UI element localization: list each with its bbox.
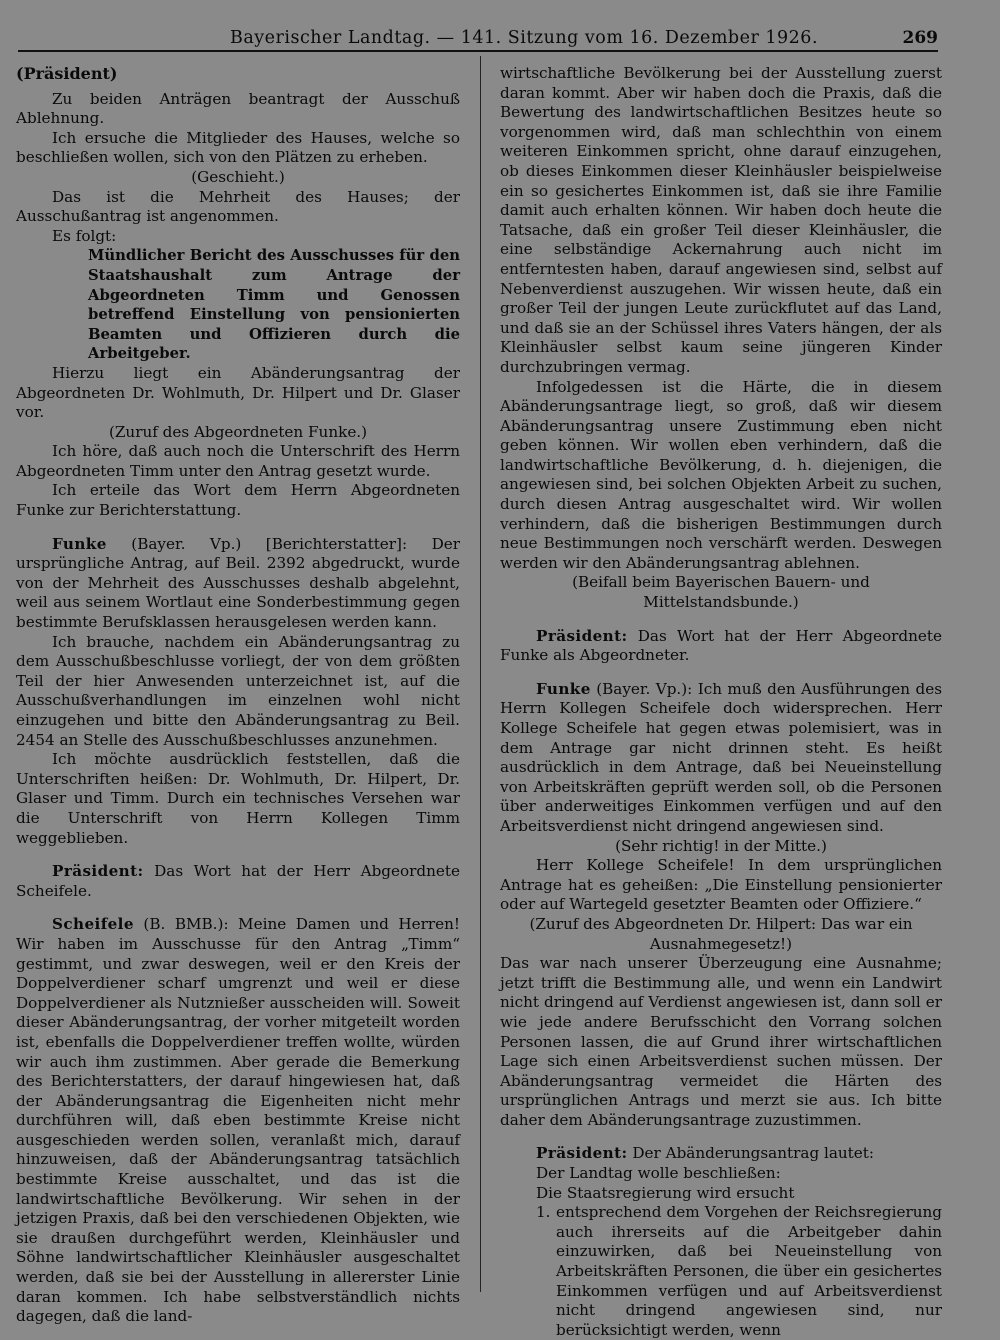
speech-paragraph: [16, 915, 460, 1326]
running-title: Bayerischer Landtag. — 141. Sitzung vom 16. Dezember 1926.: [230, 28, 819, 48]
paragraph: Der Landtag wolle beschließen:: [536, 1164, 781, 1183]
paragraph: Es folgt:: [52, 226, 117, 245]
stage-direction: (Zuruf des Abgeordneten Dr. Hilpert: Das war ein Ausnahmegesetz!): [529, 914, 913, 953]
speech-paragraph: [500, 680, 942, 837]
speech-paragraph: [16, 535, 460, 633]
paragraph: Ich ersuche die Mitglieder des Hauses, welche so beschließen wollen, sich von den Plätzen zu erheben.: [16, 128, 460, 167]
stage-direction: (Geschieht.): [191, 167, 285, 186]
agenda-item: Mündlicher Bericht des Ausschusses für den Staatshaushalt zum Antrage der Abgeordneten Timm und Genossen betreffend Einstellung von pensionierten Beamten und Offizieren durch die Arbeitgeber.: [88, 247, 460, 363]
stage-direction: (Sehr richtig! in der Mitte.): [615, 836, 827, 855]
column-divider: [480, 56, 481, 1292]
speaker-name: Präsident:: [52, 862, 144, 881]
stage-direction: (Beifall beim Bayerischen Bauern- und Mittelstandsbunde.): [572, 573, 870, 612]
paragraph: Ich möchte ausdrücklich feststellen, daß die Unterschriften heißen: Dr. Wohlmuth, Dr. Hilpert, Dr. Glaser und Timm. Durch ein technisches Versehen war die Unterschrift von Herrn Kollegen Timm weggeblieben.: [16, 750, 460, 847]
paragraph: Ich erteile das Wort dem Herrn Abgeordneten Funke zur Berichterstattung.: [16, 481, 460, 520]
paragraph: Die Staatsregierung wird ersucht: [536, 1183, 795, 1202]
paragraph: Ich höre, daß auch noch die Unterschrift des Herrn Abgeordneten Timm unter den Antrag gesetzt wurde.: [16, 442, 460, 480]
paragraph: Zu beiden Anträgen beantragt der Ausschuß Ablehnung.: [16, 89, 460, 128]
right-column: [500, 64, 942, 1340]
speech-text: Das Wort hat der Herr Abgeordnete Funke als Abgeordneter.: [500, 626, 942, 665]
paragraph: wirtschaftliche Bevölkerung bei der Ausstellung zuerst daran kommt. Aber wir haben doch die Praxis, daß die Bewertung des landwirtschaftlichen Besitzes heute so vorgenommen wird, daß man schlechthin von einem weiteren Einkommen spricht, ohne darauf einzugehen, ob dieses Einkommen dieser Kleinhäusler beispielweise ein so gesichertes Einkommen ist, daß sie ihre Familie damit auch erhalten können. Wir haben doch heute die Tatsache, daß ein großer Teil dieser Kleinhäusler, die eine selbständige Ackernahrung auch nicht im entferntesten haben, darauf angewiesen sind, selbst auf Nebenverdienst auszugehen. Wir wissen heute, daß ein großer Teil der jungen Leute zurückflutet auf das Land, und daß sie an der Schüssel ihres Vaters hängen, der als Kleinhäusler selbst kaum seine jüngeren Kinder durchzubringen vermag.: [500, 64, 942, 376]
speaker-name: Präsident:: [536, 1144, 628, 1163]
stage-direction: (Zuruf des Abgeordneten Funke.): [108, 422, 368, 441]
speech-text: Das Wort hat der Herr Abgeordnete Scheifele.: [16, 862, 460, 900]
list-item-text: entsprechend dem Vorgehen der Reichsregierung auch ihrerseits auf die Arbeitgeber dahin einzuwirken, daß bei Neueinstellung von Arbeitskräften Personen, die über ein gesichertes Einkommen verfügen und auf Arbeitsverdienst nicht dringend angewiesen sind, nur berücksichtigt werden, wenn: [556, 1203, 942, 1339]
speech-text: (Bayer. Vp.): Ich muß den Ausführungen des Herrn Kollegen Scheifele doch widersprechen. Herr Kollege Scheifele hat gegen etwas polemisiert, was in dem Antrage gar nicht drinnen steht. Es heißt ausdrücklich in dem Antrage, daß bei Neueinstellung von Arbeitskräften geprüft werden soll, ob die Personen über anderweitiges Einkommen verfügen und auf den Arbeitsverdienst nicht dringend angewiesen sind.: [500, 679, 942, 835]
paragraph: Infolgedessen ist die Härte, die in diesem Abänderungsantrage liegt, so groß, daß wir diesem Abänderungsantrag unsere Zustimmung eben nicht geben können. Wir wollen eben verhindern, daß die landwirtschaftliche Bevölkerung, d. h. diejenigen, die angewiesen sind, bei solchen Objekten Arbeit zu suchen, durch diesen Antrag ausgeschaltet wird. Wir wollen verhindern, daß die bisherigen Bestimmungen durch neue Bestimmungen noch verschärft werden. Deswegen werden wir den Abänderungsantrag ablehnen.: [500, 377, 942, 572]
paragraph: Das ist die Mehrheit des Hauses; der Ausschußantrag ist angenommen.: [16, 187, 460, 226]
paragraph: Ich brauche, nachdem ein Abänderungsantrag zu dem Ausschußbeschlusse vorliegt, der von dem größten Teil der hier Anwesenden unterzeichnet ist, auf die Ausschußverhandlungen im einzelnen wohl nicht einzugehen und bitte den Abänderungsantrag zu Beil. 2454 an Stelle des Ausschußbeschlusses anzunehmen.: [16, 632, 460, 749]
speaker-name: Funke: [52, 534, 107, 553]
speech-paragraph: [16, 862, 460, 901]
left-column: [16, 64, 460, 1327]
paragraph: Das war nach unserer Überzeugung eine Ausnahme; jetzt trifft die Bestimmung alle, und wenn ein Landwirt nicht dringend auf Verdienst angewiesen ist, dann soll er wie jede andere Berufsschicht den Vorrang solchen Personen lassen, die auf Grund ihrer wirtschaftlichen Lage sich einen Arbeitsverdienst suchen müssen. Der Abänderungsantrag vermeidet die Härten des ursprünglichen Antrags und merzt sie aus. Ich bitte daher dem Abänderungsantrage zuzustimmen.: [500, 954, 942, 1129]
speech-paragraph: [500, 627, 942, 666]
speech-text: Der Abänderungsantrag lautet:: [627, 1144, 874, 1163]
speech-text: (Bayer. Vp.) [Berichterstatter]: Der ursprüngliche Antrag, auf Beil. 2392 abgedruckt, wurde von der Mehrheit des Ausschusses deshalb abgelehnt, weil aus seinem Wortlaut eine Sonderbestimmung gegen bestimmte Berufsklassen herausgelesen werden kann.: [16, 534, 460, 632]
paragraph: Hierzu liegt ein Abänderungsantrag der Abgeordneten Dr. Wohlmuth, Dr. Hilpert und Dr. Glaser vor.: [16, 363, 460, 422]
list-item: [500, 1203, 942, 1340]
speech-paragraph: [500, 1144, 942, 1164]
paragraph: Herr Kollege Scheifele! In dem ursprünglichen Antrage hat es geheißen: „Die Einstellung pensionierter oder auf Wartegeld gesetzter Beamten oder Offiziere.“: [500, 856, 942, 914]
speaker-name: Präsident:: [536, 626, 628, 645]
speaker-name: Funke: [536, 679, 591, 698]
speaker-heading: (Präsident): [16, 64, 118, 83]
page-number: 269: [902, 28, 938, 48]
page-header: [18, 26, 938, 52]
speaker-name: Scheifele: [52, 915, 134, 934]
speech-text: (B. BMB.): Meine Damen und Herren! Wir haben im Ausschusse für den Antrag „Timm“ gestimmt, und zwar deswegen, weil er den Kreis der Doppelverdiener scharf umgrenzt und weil er diese Doppelverdiener als Nutznießer ausscheiden will. Soweit dieser Abänderungsantrag, der vorher mitgeteilt worden ist, ebenfalls die Doppelverdiener treffen wollte, würden wir auch ihm zustimmen. Aber gerade die Bemerkung des Berichterstatters, der darauf hingewiesen hat, daß der Abänderungsantrag die Eigenheiten nicht mehr durchführen will, daß eben bestimmte Kreise nicht ausgeschieden werden sollen, veranlaßt mich, darauf hinzuweisen, daß der Abänderungsantrag tatsächlich bestimmte Kreise ausschaltet, und das ist die landwirtschaftliche Bevölkerung. Wir sehen in der jetzigen Praxis, daß bei den verschiedenen Objekten, wie sie draußen durchgeführt werden, Kleinhäusler und Söhne landwirtschaftlicher Kleinhäusler ausgeschaltet werden, daß sie bei der Ausstellung in allererster Linie daran kommen. Ich habe selbstverständlich nichts dagegen, daß die land-: [16, 915, 460, 1326]
list-item-number: 1.: [536, 1203, 551, 1222]
